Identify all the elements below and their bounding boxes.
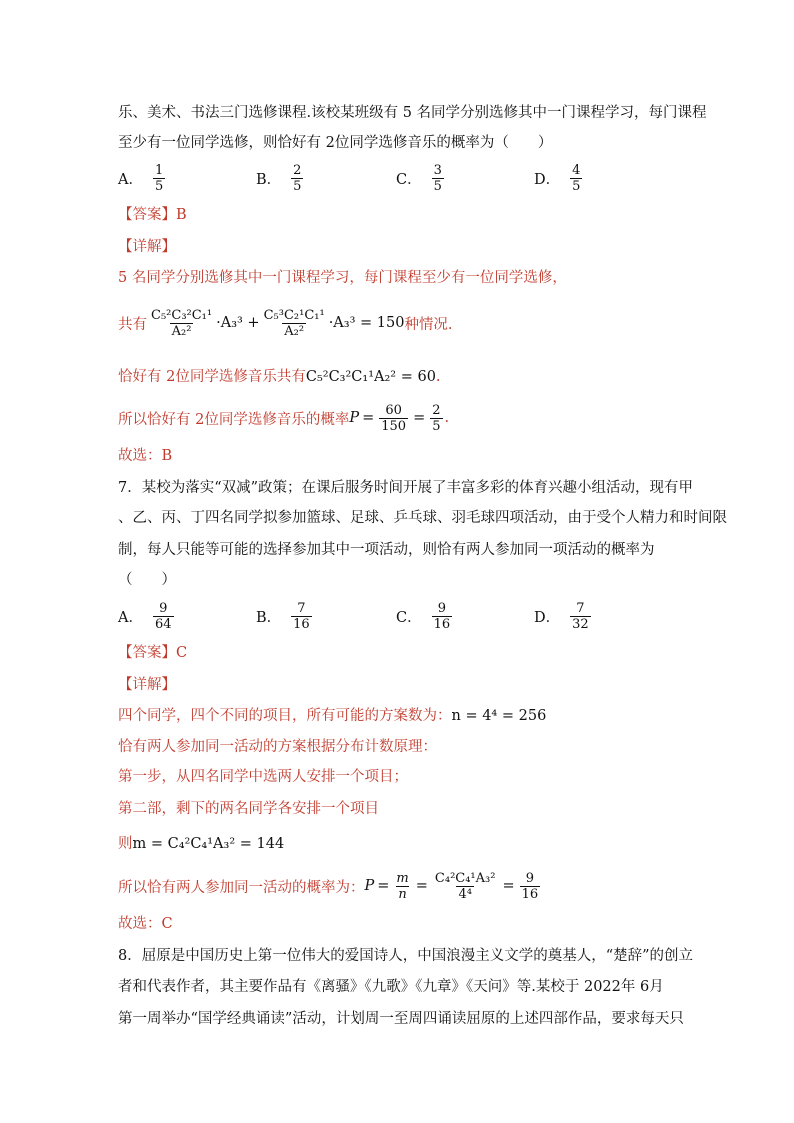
q7-detail-heading: 【详解】 [118,677,176,693]
fraction: $\frac{7}{32}$ [572,600,589,632]
q7-answer: 【答案】C [118,645,188,661]
q7-solution-line-6: 所以恰有两人参加同一活动的概率为： P = $\frac{m}{n}$ = $\frac{\text{C₄²C₄¹A₃²}}{\text{4⁴}}$ = $\frac{9}{16}$ [118,870,539,902]
q7-solution-line-1: 四个同学，四个不同的项目，所有可能的方案数为：n = 4⁴ = 256 [118,708,547,724]
q8-text-line-1: 8．屈原是中国历史上第一位伟大的爱国诗人，中国浪漫主义文学的奠基人，“楚辞”的创立 [118,948,694,964]
q7-final-choice: 故选：C [118,916,173,932]
q7-solution-line-4: 第二部，剩下的两名同学各安排一个项目 [118,801,379,817]
q6-solution-line-4: 所以恰好有 2位同学选修音乐的概率 P = $\frac{60}{150}$ = $\frac{2}{5}$ . [118,402,450,434]
q7-text-line-2: 、乙、丙、丁四名同学拟参加篮球、足球、乒乓球、羽毛球四项活动，由于受个人精力和时间限 [118,510,727,526]
q6-choices [118,160,678,196]
q7-solution-line-5: 则m = C₄²C₄¹A₃² = 144 [118,836,285,852]
fraction: $\frac{60}{150}$ [381,402,407,434]
fraction: $\frac{2}{5}$ [293,162,302,194]
q6-text-line-2: 至少有一位同学选修，则恰好有 2位同学选修音乐的概率为（ ） [118,135,553,151]
q7-choice-b[interactable]: B． $\frac{7}{16}$ [256,600,310,632]
q7-solution-line-3: 第一步，从四名同学中选两人安排一个项目； [118,769,408,785]
q8-text-line-3: 第一周举办“国学经典诵读”活动，计划周一至周四诵读屈原的上述四部作品，要求每天只 [118,1011,684,1027]
q7-solution-line-2: 恰有两人参加同一活动的方案根据分布计数原理： [118,739,437,755]
q6-solution-line-3: 恰好有 2位同学选修音乐共有C₅²C₃²C₁¹A₂² = 60. [118,369,441,385]
q6-choice-b[interactable]: B． $\frac{2}{5}$ [256,162,302,194]
fraction: $\frac{7}{16}$ [293,600,310,632]
q6-solution-line-1: 5 名同学分别选修其中一门课程学习，每门课程至少有一位同学选修， [118,270,567,286]
fraction: $\frac{4}{5}$ [572,162,581,194]
q7-choices [118,598,678,634]
q6-solution-line-2: 共有 $\frac{\text{C₅²C₃²C₁¹}}{\text{A₂²}}$ ·A₃³ + $\frac{\text{C₅³C₂¹C₁¹}}{\text{A₂²}}$ ·A₃³ = 150 种情况. [118,307,453,339]
fraction: $\frac{\text{C₅²C₃²C₁¹}}{\text{A₂²}}$ [151,307,213,339]
fraction: $\frac{1}{5}$ [154,162,164,194]
q7-text-line-1: 7．某校为落实“双减”政策；在课后服务时间开展了丰富多彩的体育兴趣小组活动，现有甲 [118,480,694,496]
q6-choice-d[interactable]: D． $\frac{4}{5}$ [534,162,581,194]
q6-text-line-1: 乐、美术、书法三门选修课程.该校某班级有 5 名同学分别选修其中一门课程学习，每门课程 [118,105,707,121]
fraction: $\frac{9}{64}$ [154,600,172,632]
fraction: $\frac{2}{5}$ [432,402,441,434]
q7-text-line-4: （ ） [118,572,176,588]
q6-final-choice: 故选：B [118,448,173,464]
fraction: $\frac{\text{C₅³C₂¹C₁¹}}{\text{A₂²}}$ [263,307,325,339]
fraction: $\frac{9}{16}$ [521,870,539,902]
q6-answer: 【答案】B [118,207,187,223]
fraction: $\frac{\text{C₄²C₄¹A₃²}}{\text{4⁴}}$ [434,870,496,902]
q6-choice-c[interactable]: C． $\frac{3}{5}$ [396,162,442,194]
fraction: $\frac{3}{5}$ [433,162,442,194]
q6-detail-heading: 【详解】 [118,239,176,255]
q6-choice-a[interactable]: A． $\frac{1}{5}$ [118,162,164,194]
q7-choice-a[interactable]: A． $\frac{9}{64}$ [118,600,172,632]
q7-choice-c[interactable]: C． $\frac{9}{16}$ [396,600,451,632]
q8-text-line-2: 者和代表作者，其主要作品有《离骚》《九歌》《九章》《天问》等.某校于 2022年 6月 [118,979,664,995]
q7-choice-d[interactable]: D． $\frac{7}{32}$ [534,600,589,632]
fraction: $\frac{m}{n}$ [396,870,409,902]
q7-text-line-3: 制，每人只能等可能的选择参加其中一项活动，则恰有两人参加同一项活动的概率为 [118,542,655,558]
fraction: $\frac{9}{16}$ [433,600,451,632]
